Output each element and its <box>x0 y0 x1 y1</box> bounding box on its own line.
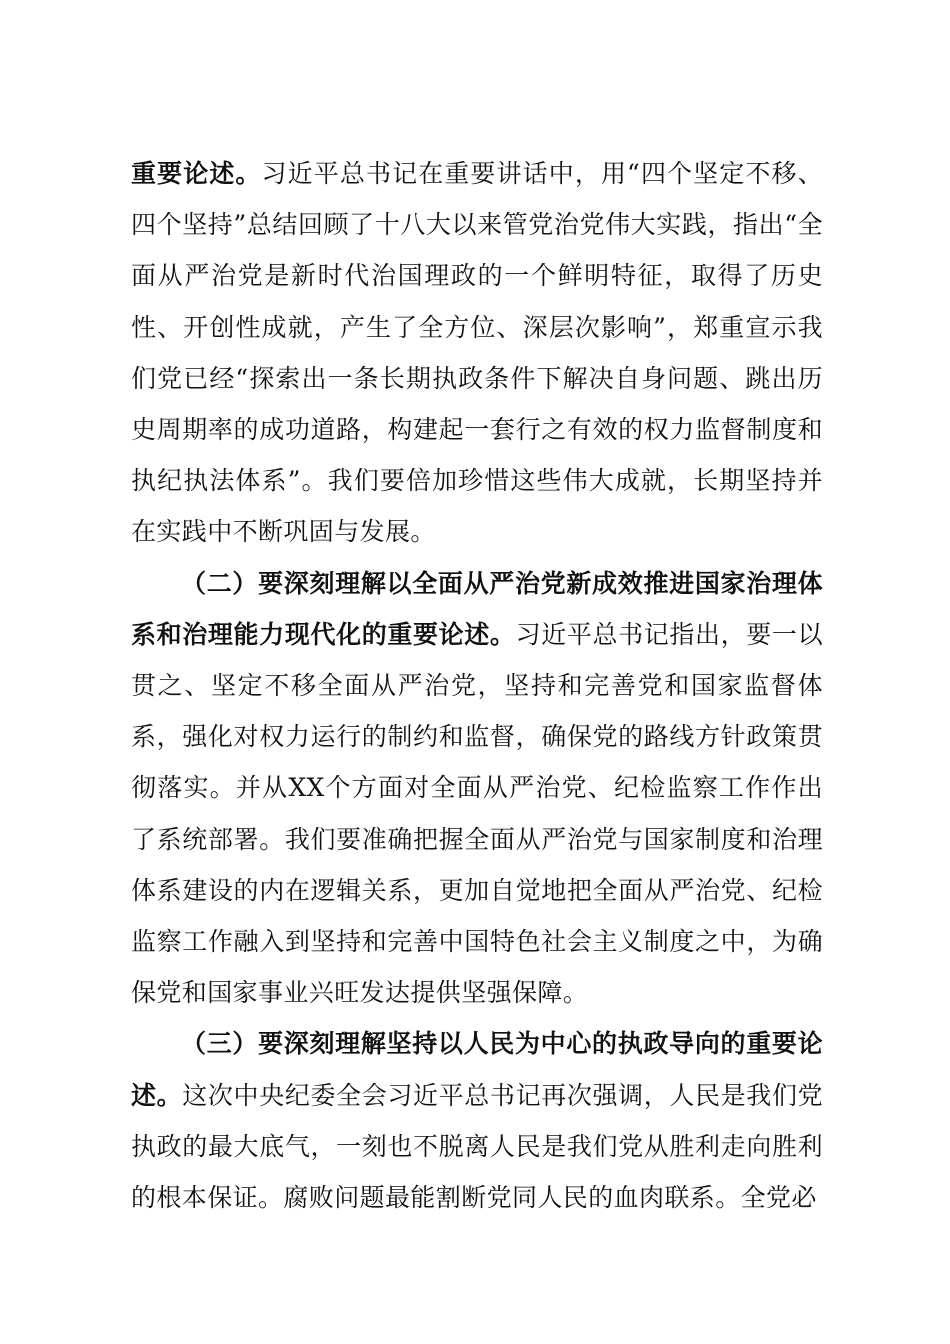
paragraph-2 <box>131 558 823 1019</box>
paragraph-2-lead: （二）要深刻理解以全面从严治党新成效推进国家治理体系和治理能力现代化的重要论述。 <box>131 568 823 649</box>
paragraph-3 <box>131 1018 823 1223</box>
document-body <box>131 148 823 1223</box>
paragraph-1-lead: 重要论述。 <box>131 159 262 188</box>
paragraph-1 <box>131 148 823 558</box>
paragraph-3-text: 这次中央纪委全会习近平总书记再次强调，人民是我们党执政的最大底气，一刻也不脱离人民是我们党从胜利走向胜利的根本保证。腐败问题最能割断党同人民的血肉联系。全党必 <box>131 1080 823 1213</box>
paragraph-1-text: 习近平总书记在重要讲话中，用“四个坚定不移、四个坚持”总结回顾了十八大以来管党治党伟大实践，指出“全面从严治党是新时代治国理政的一个鲜明特征，取得了历史性、开创性成就，产生了全方位、深层次影响”，郑重宣示我们党已经“探索出一条长期执政条件下解决自身问题、跳出历史周期率的成功道路，构建起一套行之有效的权力监督制度和执纪执法体系”。我们要倍加珍惜这些伟大成就，长期坚持并在实践中不断巩固与发展。 <box>131 159 823 547</box>
paragraph-2-text: 习近平总书记指出，要一以贯之、坚定不移全面从严治党，坚持和完善党和国家监督体系，强化对权力运行的制约和监督，确保党的路线方针政策贯彻落实。并从XX个方面对全面从严治党、纪检监察工作作出了系统部署。我们要准确把握全面从严治党与国家制度和治理体系建设的内在逻辑关系，更加自觉地把全面从严治党、纪检监察工作融入到坚持和完善中国特色社会主义制度之中，为确保党和国家事业兴旺发达提供坚强保障。 <box>131 619 823 1008</box>
paragraph-3-lead: （三）要深刻理解坚持以人民为中心的执政导向的重要论述。 <box>131 1029 823 1110</box>
